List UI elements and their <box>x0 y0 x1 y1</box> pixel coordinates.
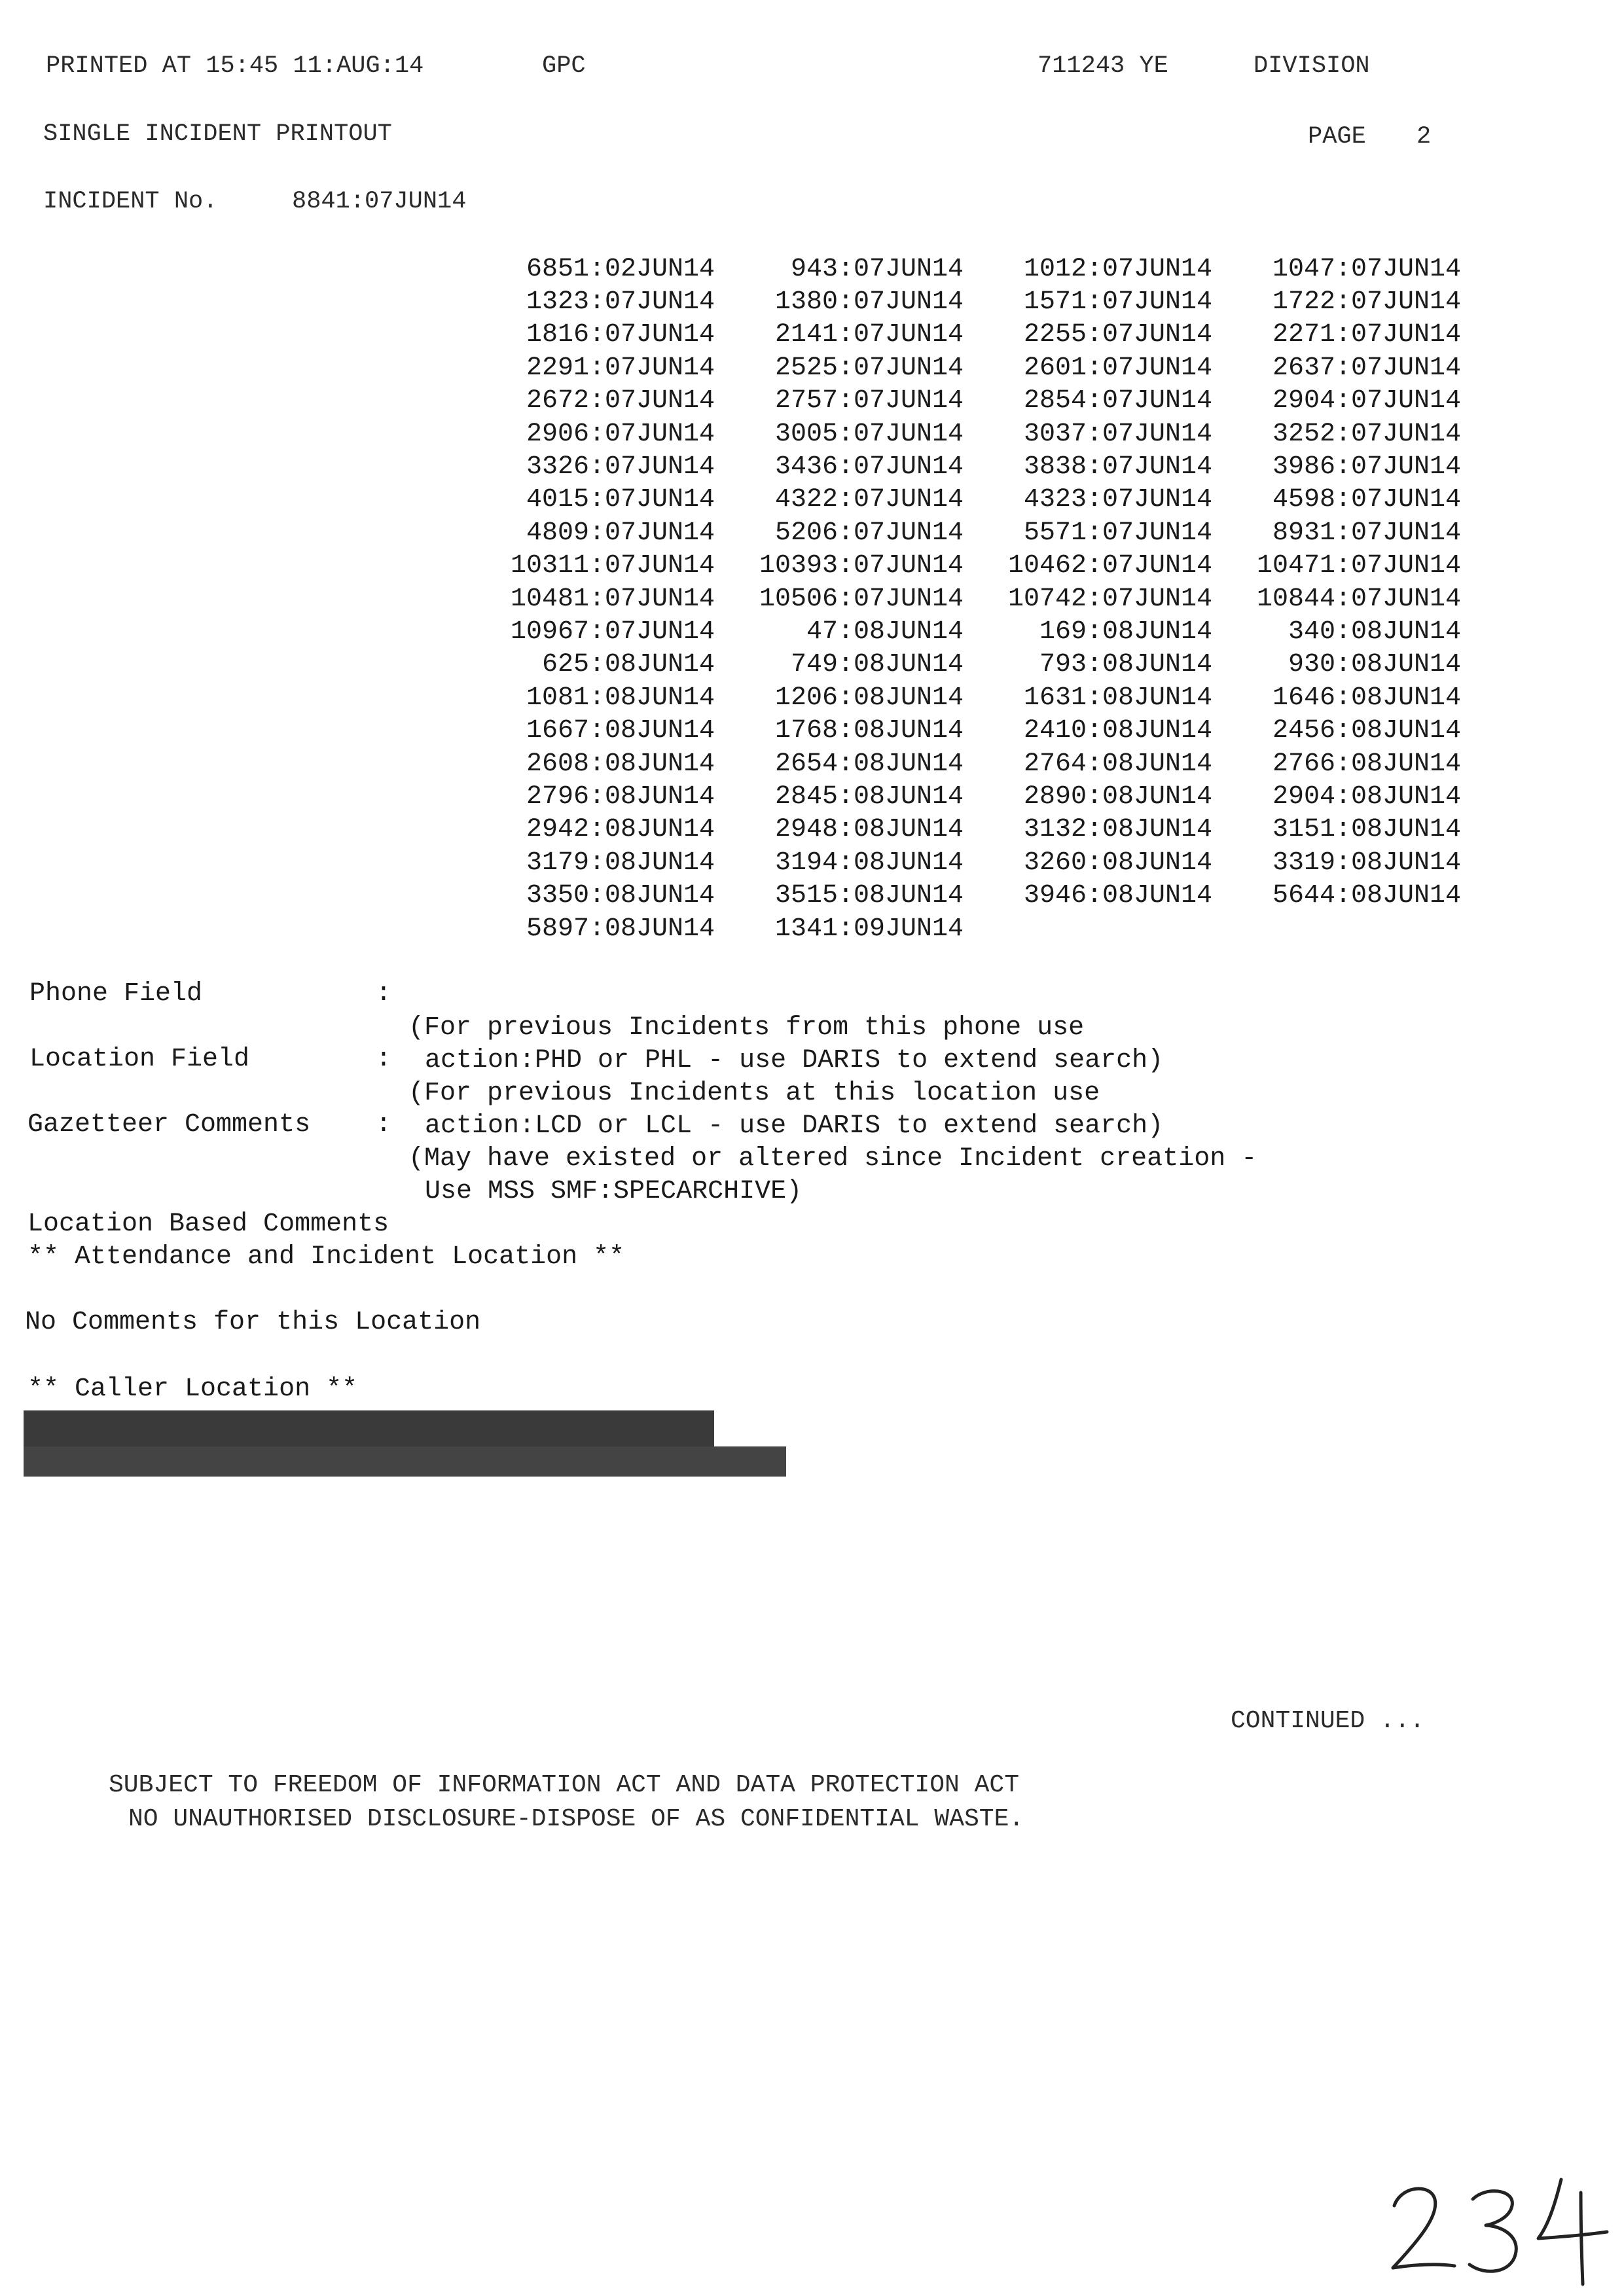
incident-row <box>466 814 1461 846</box>
incident-row <box>466 319 1461 351</box>
incident-reference: 3260:08JUN14 <box>1023 848 1212 878</box>
incident-reference: 2608:08JUN14 <box>526 749 715 779</box>
location-field-colon: : <box>376 1045 392 1074</box>
incident-reference: 2141:07JUN14 <box>774 320 964 350</box>
incident-reference: 10311:07JUN14 <box>510 551 715 581</box>
gazetteer-comments-label: Gazetteer Comments <box>27 1110 311 1139</box>
incident-row <box>466 615 1461 648</box>
incident-reference: 4323:07JUN14 <box>1023 485 1212 515</box>
incident-reference: 1081:08JUN14 <box>526 683 715 713</box>
incident-reference: 2672:07JUN14 <box>526 386 715 416</box>
incident-reference: 1323:07JUN14 <box>526 287 715 317</box>
incident-reference: 793:08JUN14 <box>1039 650 1212 680</box>
incident-reference: 2904:08JUN14 <box>1272 781 1461 812</box>
incident-label: INCIDENT No. <box>43 188 218 215</box>
incident-row <box>466 351 1461 384</box>
incident-reference: 2890:08JUN14 <box>1023 781 1212 812</box>
incident-reference: 3179:08JUN14 <box>526 848 715 878</box>
page-label: PAGE <box>1308 123 1366 151</box>
incident-reference: 4015:07JUN14 <box>526 485 715 515</box>
page-value: 2 <box>1416 123 1432 151</box>
no-comments-text: No Comments for this Location <box>25 1308 481 1337</box>
incident-reference: 5206:07JUN14 <box>774 518 964 548</box>
location-note-line-1: (For previous Incidents at this location use <box>408 1079 1100 1108</box>
incident-reference: 1341:09JUN14 <box>774 914 964 944</box>
incident-reference: 2255:07JUN14 <box>1023 320 1212 350</box>
phone-field-label: Phone Field <box>29 979 203 1009</box>
notice-line-2: NO UNAUTHORISED DISCLOSURE-DISPOSE OF AS CONFIDENTIAL WASTE. <box>128 1805 1024 1833</box>
incident-reference: 2906:07JUN14 <box>526 419 715 449</box>
incident-row <box>466 484 1461 516</box>
phone-field-colon: : <box>376 979 392 1009</box>
continued-label: CONTINUED ... <box>1231 1707 1425 1735</box>
incident-reference: 3132:08JUN14 <box>1023 815 1212 845</box>
incident-reference: 2766:08JUN14 <box>1272 749 1461 779</box>
incident-reference: 3838:07JUN14 <box>1023 452 1212 482</box>
incident-reference: 10471:07JUN14 <box>1256 551 1461 581</box>
incident-reference: 2948:08JUN14 <box>774 815 964 845</box>
incident-list <box>466 253 1461 945</box>
caller-location-heading: ** Caller Location ** <box>27 1374 358 1404</box>
incident-row <box>466 846 1461 879</box>
incident-reference: 2410:08JUN14 <box>1023 716 1212 746</box>
incident-reference: 2271:07JUN14 <box>1272 320 1461 350</box>
incident-reference: 749:08JUN14 <box>790 650 964 680</box>
incident-reference: 4809:07JUN14 <box>526 518 715 548</box>
incident-reference: 2291:07JUN14 <box>526 353 715 383</box>
incident-reference: 5644:08JUN14 <box>1272 881 1461 911</box>
gazetteer-comments-note <box>408 1110 1257 1208</box>
incident-reference: 3037:07JUN14 <box>1023 419 1212 449</box>
incident-reference: 2854:07JUN14 <box>1023 386 1212 416</box>
incident-reference: 2525:07JUN14 <box>774 353 964 383</box>
incident-reference: 5571:07JUN14 <box>1023 518 1212 548</box>
incident-reference: 10844:07JUN14 <box>1256 584 1461 614</box>
location-note-line-2: action:LCD or LCL - use DARIS to extend search) <box>425 1111 1164 1141</box>
incident-reference: 930:08JUN14 <box>1288 650 1461 680</box>
incident-reference: 2601:07JUN14 <box>1023 353 1212 383</box>
incident-row <box>466 681 1461 714</box>
incident-row <box>466 550 1461 583</box>
location-based-comments-heading: Location Based Comments <box>27 1210 389 1239</box>
incident-reference: 2456:08JUN14 <box>1272 716 1461 746</box>
printer-code: GPC <box>542 52 586 80</box>
reference-number: 711243 YE <box>1038 52 1168 80</box>
incident-reference: 10742:07JUN14 <box>1007 584 1212 614</box>
handwritten-page-number <box>1381 2153 1624 2291</box>
incident-reference: 1667:08JUN14 <box>526 716 715 746</box>
incident-reference: 3946:08JUN14 <box>1023 881 1212 911</box>
incident-row <box>466 649 1461 681</box>
incident-reference: 6851:02JUN14 <box>526 254 715 284</box>
incident-reference: 2757:07JUN14 <box>774 386 964 416</box>
gazetteer-note-line-1: (May have existed or altered since Incident creation - <box>408 1144 1257 1174</box>
location-field-label: Location Field <box>29 1045 250 1074</box>
incident-reference: 3986:07JUN14 <box>1272 452 1461 482</box>
incident-reference: 1206:08JUN14 <box>774 683 964 713</box>
phone-note-line-2: action:PHD or PHL - use DARIS to extend search) <box>425 1046 1164 1075</box>
incident-reference: 10506:07JUN14 <box>759 584 964 614</box>
incident-reference: 3436:07JUN14 <box>774 452 964 482</box>
incident-reference: 10462:07JUN14 <box>1007 551 1212 581</box>
incident-reference: 3252:07JUN14 <box>1272 419 1461 449</box>
incident-reference: 2796:08JUN14 <box>526 781 715 812</box>
incident-reference: 169:08JUN14 <box>1039 617 1212 647</box>
gazetteer-comments-colon: : <box>376 1110 392 1139</box>
phone-note-line-1: (For previous Incidents from this phone use <box>408 1013 1085 1043</box>
incident-reference: 1631:08JUN14 <box>1023 683 1212 713</box>
incident-reference: 2764:08JUN14 <box>1023 749 1212 779</box>
incident-reference: 3319:08JUN14 <box>1272 848 1461 878</box>
incident-reference: 3326:07JUN14 <box>526 452 715 482</box>
incident-value: 8841:07JUN14 <box>292 188 467 215</box>
incident-reference: 4322:07JUN14 <box>774 485 964 515</box>
incident-reference: 10967:07JUN14 <box>510 617 715 647</box>
notice-line-1: SUBJECT TO FREEDOM OF INFORMATION ACT AND DATA PROTECTION ACT <box>109 1771 1020 1799</box>
incident-reference: 2654:08JUN14 <box>774 749 964 779</box>
incident-reference: 340:08JUN14 <box>1288 617 1461 647</box>
incident-reference: 3350:08JUN14 <box>526 881 715 911</box>
incident-reference: 2942:08JUN14 <box>526 815 715 845</box>
incident-reference: 2904:07JUN14 <box>1272 386 1461 416</box>
incident-reference: 1012:07JUN14 <box>1023 254 1212 284</box>
incident-reference: 3005:07JUN14 <box>774 419 964 449</box>
incident-row <box>466 714 1461 747</box>
incident-row <box>466 418 1461 450</box>
incident-row <box>466 780 1461 813</box>
incident-row <box>466 912 1461 945</box>
incident-row <box>466 747 1461 780</box>
redaction-bar-lower <box>24 1446 786 1477</box>
incident-reference: 1722:07JUN14 <box>1272 287 1461 317</box>
report-title: SINGLE INCIDENT PRINTOUT <box>43 120 392 148</box>
incident-reference: 3151:08JUN14 <box>1272 815 1461 845</box>
incident-reference: 3194:08JUN14 <box>774 848 964 878</box>
incident-reference: 1646:08JUN14 <box>1272 683 1461 713</box>
incident-reference: 2845:08JUN14 <box>774 781 964 812</box>
incident-row <box>466 253 1461 285</box>
incident-reference: 8931:07JUN14 <box>1272 518 1461 548</box>
incident-row <box>466 879 1461 912</box>
division-label: DIVISION <box>1254 52 1370 80</box>
incident-reference: 1768:08JUN14 <box>774 716 964 746</box>
incident-row <box>466 450 1461 483</box>
incident-reference: 1380:07JUN14 <box>774 287 964 317</box>
incident-reference: 625:08JUN14 <box>541 650 715 680</box>
incident-row <box>466 583 1461 615</box>
incident-reference: 47:08JUN14 <box>806 617 964 647</box>
incident-reference: 5897:08JUN14 <box>526 914 715 944</box>
incident-reference: 1816:07JUN14 <box>526 320 715 350</box>
incident-reference: 1571:07JUN14 <box>1023 287 1212 317</box>
incident-reference: 4598:07JUN14 <box>1272 485 1461 515</box>
redaction-bar <box>24 1410 714 1446</box>
incident-row <box>466 516 1461 549</box>
incident-reference: 10481:07JUN14 <box>510 584 715 614</box>
printed-at: PRINTED AT 15:45 11:AUG:14 <box>46 52 424 80</box>
incident-reference: 943:07JUN14 <box>790 254 964 284</box>
incident-row <box>466 285 1461 318</box>
attendance-location-heading: ** Attendance and Incident Location ** <box>27 1242 625 1272</box>
incident-reference: 1047:07JUN14 <box>1272 254 1461 284</box>
incident-reference: 2637:07JUN14 <box>1272 353 1461 383</box>
incident-reference: 10393:07JUN14 <box>759 551 964 581</box>
incident-row <box>466 385 1461 418</box>
incident-reference: 3515:08JUN14 <box>774 881 964 911</box>
gazetteer-note-line-2: Use MSS SMF:SPECARCHIVE) <box>425 1177 803 1206</box>
